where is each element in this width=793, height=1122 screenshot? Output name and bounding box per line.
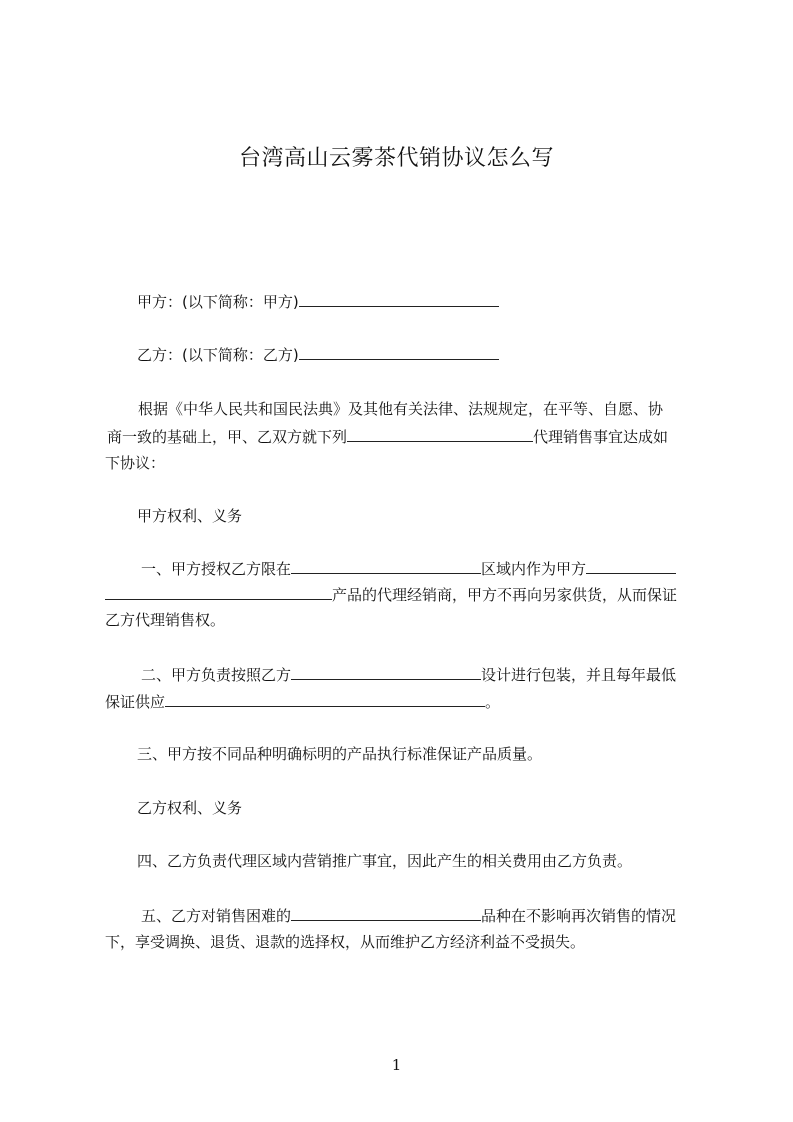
intro-line-2 (107, 426, 705, 447)
section-b-heading: 乙方权利、义务 (137, 799, 243, 817)
clause-4: 四、乙方负责代理区域内营销推广事宜，因此产生的相关费用由乙方负责。 (137, 852, 633, 870)
clause-1-text-b: 区域内作为甲方 (481, 560, 587, 578)
party-b-blank (299, 344, 499, 360)
page-number: 1 (391, 1056, 402, 1074)
clause-2-blank-design (291, 664, 481, 680)
clause-5-text-b: 品种在不影响再次销售的情况 (481, 907, 677, 925)
intro-line-3: 下协议： (105, 454, 166, 472)
clause-1-text-c: 产品的代理经销商，甲方不再向另家供货，从而保证 (332, 586, 678, 604)
clause-1-line-3: 乙方代理销售权。 (105, 611, 226, 629)
clause-2-blank-supply (165, 691, 485, 707)
clause-3: 三、甲方按不同品种明确标明的产品执行标准保证产品质量。 (137, 745, 543, 763)
clause-1-blank-product-a (586, 558, 676, 574)
document-title: 台湾高山云雾茶代销协议怎么写 (238, 146, 554, 171)
clause-5-text-a: 五、乙方对销售困难的 (141, 907, 292, 925)
clause-2-text-b: 设计进行包装，并且每年最低 (481, 666, 677, 684)
clause-1-blank-product-b (105, 584, 332, 600)
clause-1-line-1 (141, 558, 739, 579)
clause-5-blank-variety (291, 905, 481, 921)
clause-2-text-d: 。 (485, 693, 501, 711)
clause-1-blank-region (291, 558, 481, 574)
party-a-line (137, 291, 735, 312)
clause-1-line-2 (105, 584, 703, 605)
clause-2-line-2 (105, 691, 703, 712)
intro-blank (347, 426, 533, 442)
party-a-blank (299, 291, 499, 307)
party-b-line (137, 344, 735, 365)
clause-2-text-c: 保证供应 (105, 693, 166, 711)
intro-text-2a: 商一致的基础上，甲、乙双方就下列 (107, 428, 348, 446)
clause-1-text-a: 一、甲方授权乙方限在 (141, 560, 292, 578)
party-b-label: 乙方：(以下简称：乙方) (137, 346, 299, 364)
intro-line-1: 根据《中华人民共和国民法典》及其他有关法律、法规规定，在平等、自愿、协 (138, 400, 664, 418)
clause-5-line-2: 下，享受调换、退货、退款的选择权，从而维护乙方经济利益不受损失。 (105, 933, 586, 951)
party-a-label: 甲方：(以下简称：甲方) (137, 293, 299, 311)
section-a-heading: 甲方权利、义务 (137, 507, 243, 525)
clause-5-line-1 (141, 905, 739, 926)
intro-text-2b: 代理销售事宜达成如 (533, 428, 669, 446)
clause-2-line-1 (141, 664, 739, 685)
clause-2-text-a: 二、甲方负责按照乙方 (141, 666, 292, 684)
